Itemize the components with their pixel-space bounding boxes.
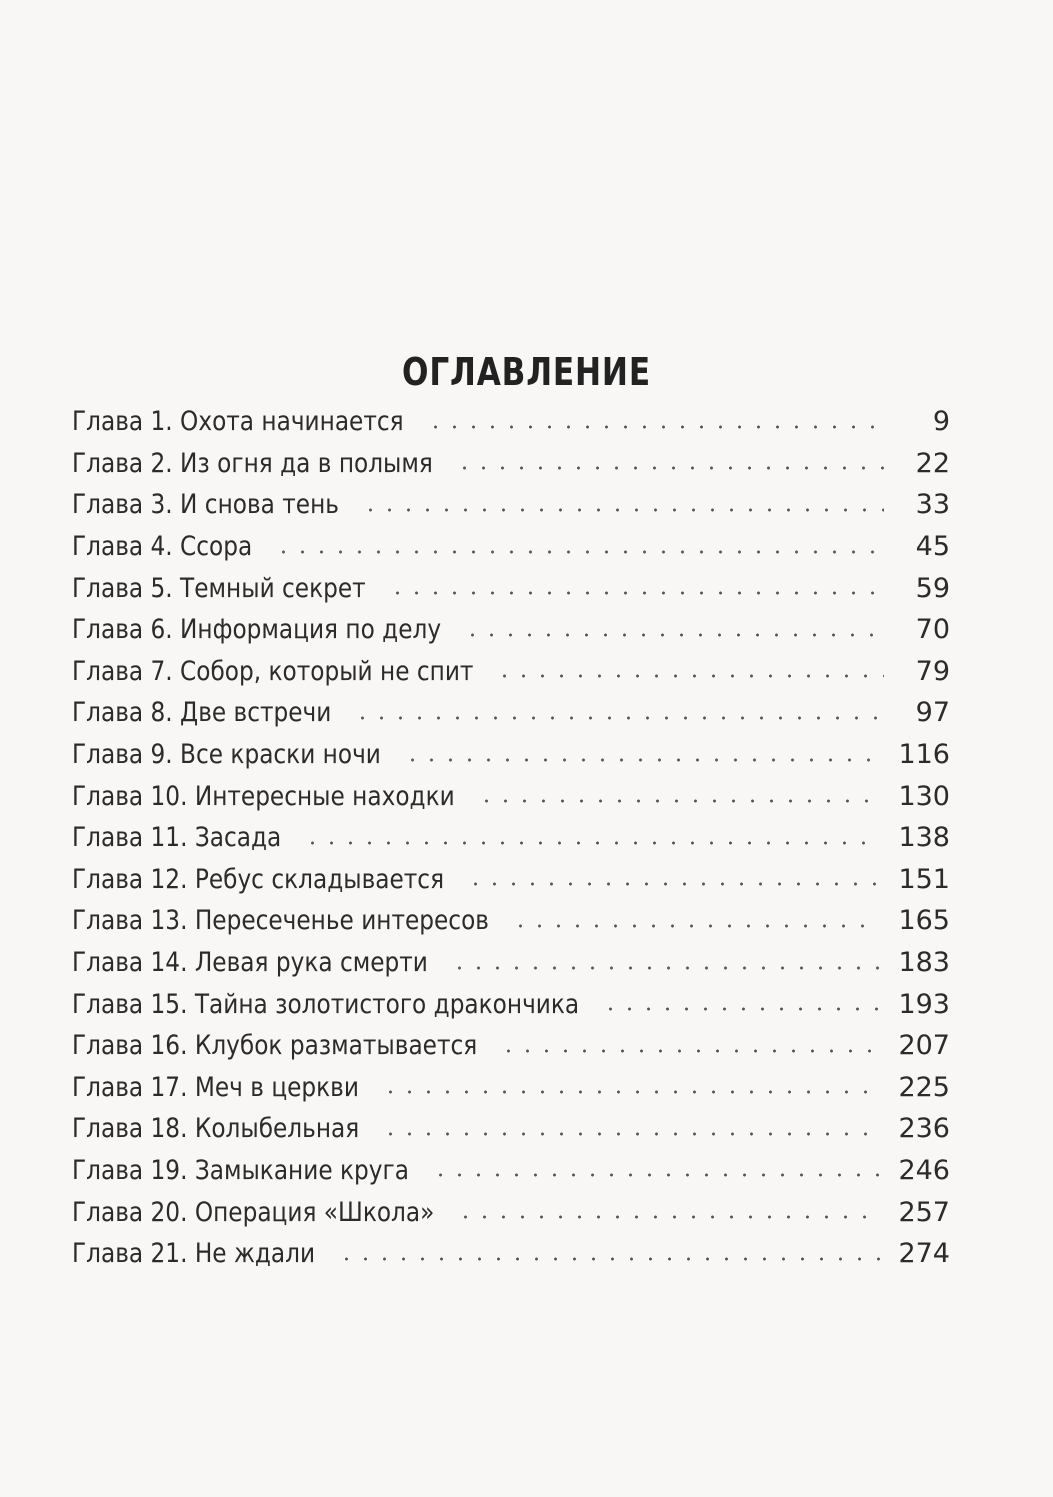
chapter-title: Глава 10. Интересные находки — [72, 780, 455, 812]
dot-leader — [426, 425, 884, 429]
table-of-contents — [72, 401, 950, 1274]
dot-leader — [455, 466, 884, 470]
chapter-title: Глава 8. Две встречи — [72, 697, 332, 729]
toc-row — [72, 1233, 950, 1275]
chapter-title: Глава 20. Операция «Школа» — [72, 1196, 435, 1228]
chapter-title: Глава 12. Ребус складывается — [72, 863, 445, 895]
page-number: 193 — [898, 988, 950, 1020]
chapter-title: Глава 17. Меч в церкви — [72, 1071, 359, 1103]
page-number: 151 — [898, 863, 950, 895]
toc-row — [72, 775, 950, 817]
page-number: 22 — [915, 447, 950, 479]
dot-leader — [274, 550, 884, 554]
dot-leader — [403, 758, 881, 762]
page-number: 138 — [898, 822, 950, 854]
toc-row — [72, 942, 950, 984]
toc-row — [72, 1108, 950, 1150]
chapter-title: Глава 6. Информация по делу — [72, 614, 442, 646]
page-number: 116 — [898, 739, 950, 771]
toc-row — [72, 859, 950, 901]
toc-row — [72, 1067, 950, 1109]
toc-row — [72, 817, 950, 859]
page-number: 97 — [915, 697, 950, 729]
page-number: 9 — [932, 406, 950, 438]
chapter-title: Глава 4. Ссора — [72, 531, 253, 563]
toc-row — [72, 1191, 950, 1233]
chapter-title: Глава 11. Засада — [72, 822, 282, 854]
toc-row — [72, 1025, 950, 1067]
chapter-title: Глава 7. Собор, который не спит — [72, 655, 474, 687]
dot-leader — [353, 716, 884, 720]
chapter-title: Глава 9. Все краски ночи — [72, 739, 381, 771]
dot-leader — [511, 924, 881, 928]
chapter-title: Глава 3. И снова тень — [72, 489, 339, 521]
dot-leader — [463, 633, 884, 637]
chapter-title: Глава 14. Левая рука смерти — [72, 947, 428, 979]
toc-row — [72, 651, 950, 693]
page-number: 183 — [898, 947, 950, 979]
page-number: 274 — [898, 1238, 950, 1270]
dot-leader — [381, 1132, 880, 1136]
page-number: 59 — [915, 572, 950, 604]
page-number: 70 — [915, 614, 950, 646]
dot-leader — [495, 674, 884, 678]
dot-leader — [381, 1090, 881, 1094]
chapter-title: Глава 21. Не ждали — [72, 1238, 316, 1270]
dot-leader — [303, 841, 880, 845]
page-number: 257 — [898, 1196, 950, 1228]
page-number: 207 — [898, 1030, 950, 1062]
dot-leader — [477, 799, 881, 803]
dot-leader — [499, 1049, 880, 1053]
page-number: 79 — [915, 655, 950, 687]
toc-row — [72, 567, 950, 609]
toc-row — [72, 443, 950, 485]
toc-row — [72, 609, 950, 651]
dot-leader — [337, 1257, 880, 1261]
page-number: 45 — [915, 531, 950, 563]
chapter-title: Глава 2. Из огня да в полымя — [72, 447, 433, 479]
page-number: 33 — [915, 489, 950, 521]
page-number: 130 — [898, 780, 950, 812]
chapter-title: Глава 1. Охота начинается — [72, 406, 404, 438]
toc-title: ОГЛАВЛЕНИЕ — [402, 350, 651, 394]
toc-row — [72, 526, 950, 568]
dot-leader — [361, 508, 884, 512]
dot-leader — [466, 882, 880, 886]
chapter-title: Глава 18. Колыбельная — [72, 1113, 360, 1145]
dot-leader — [456, 1215, 880, 1219]
toc-row — [72, 1150, 950, 1192]
toc-row — [72, 734, 950, 776]
page-number: 225 — [898, 1071, 950, 1103]
dot-leader — [388, 591, 884, 595]
toc-row — [72, 983, 950, 1025]
toc-row — [72, 401, 950, 443]
dot-leader — [450, 966, 881, 970]
page-number: 236 — [898, 1113, 950, 1145]
dot-leader — [601, 1007, 880, 1011]
toc-row — [72, 692, 950, 734]
toc-row — [72, 484, 950, 526]
chapter-title: Глава 15. Тайна золотистого дракончика — [72, 988, 580, 1020]
toc-row — [72, 900, 950, 942]
page-number: 246 — [898, 1154, 950, 1186]
chapter-title: Глава 19. Замыкание круга — [72, 1154, 409, 1186]
chapter-title: Глава 16. Клубок разматывается — [72, 1030, 478, 1062]
chapter-title: Глава 5. Темный секрет — [72, 572, 366, 604]
chapter-title: Глава 13. Пересеченье интересов — [72, 905, 489, 937]
page-number: 165 — [898, 905, 950, 937]
dot-leader — [431, 1173, 881, 1177]
